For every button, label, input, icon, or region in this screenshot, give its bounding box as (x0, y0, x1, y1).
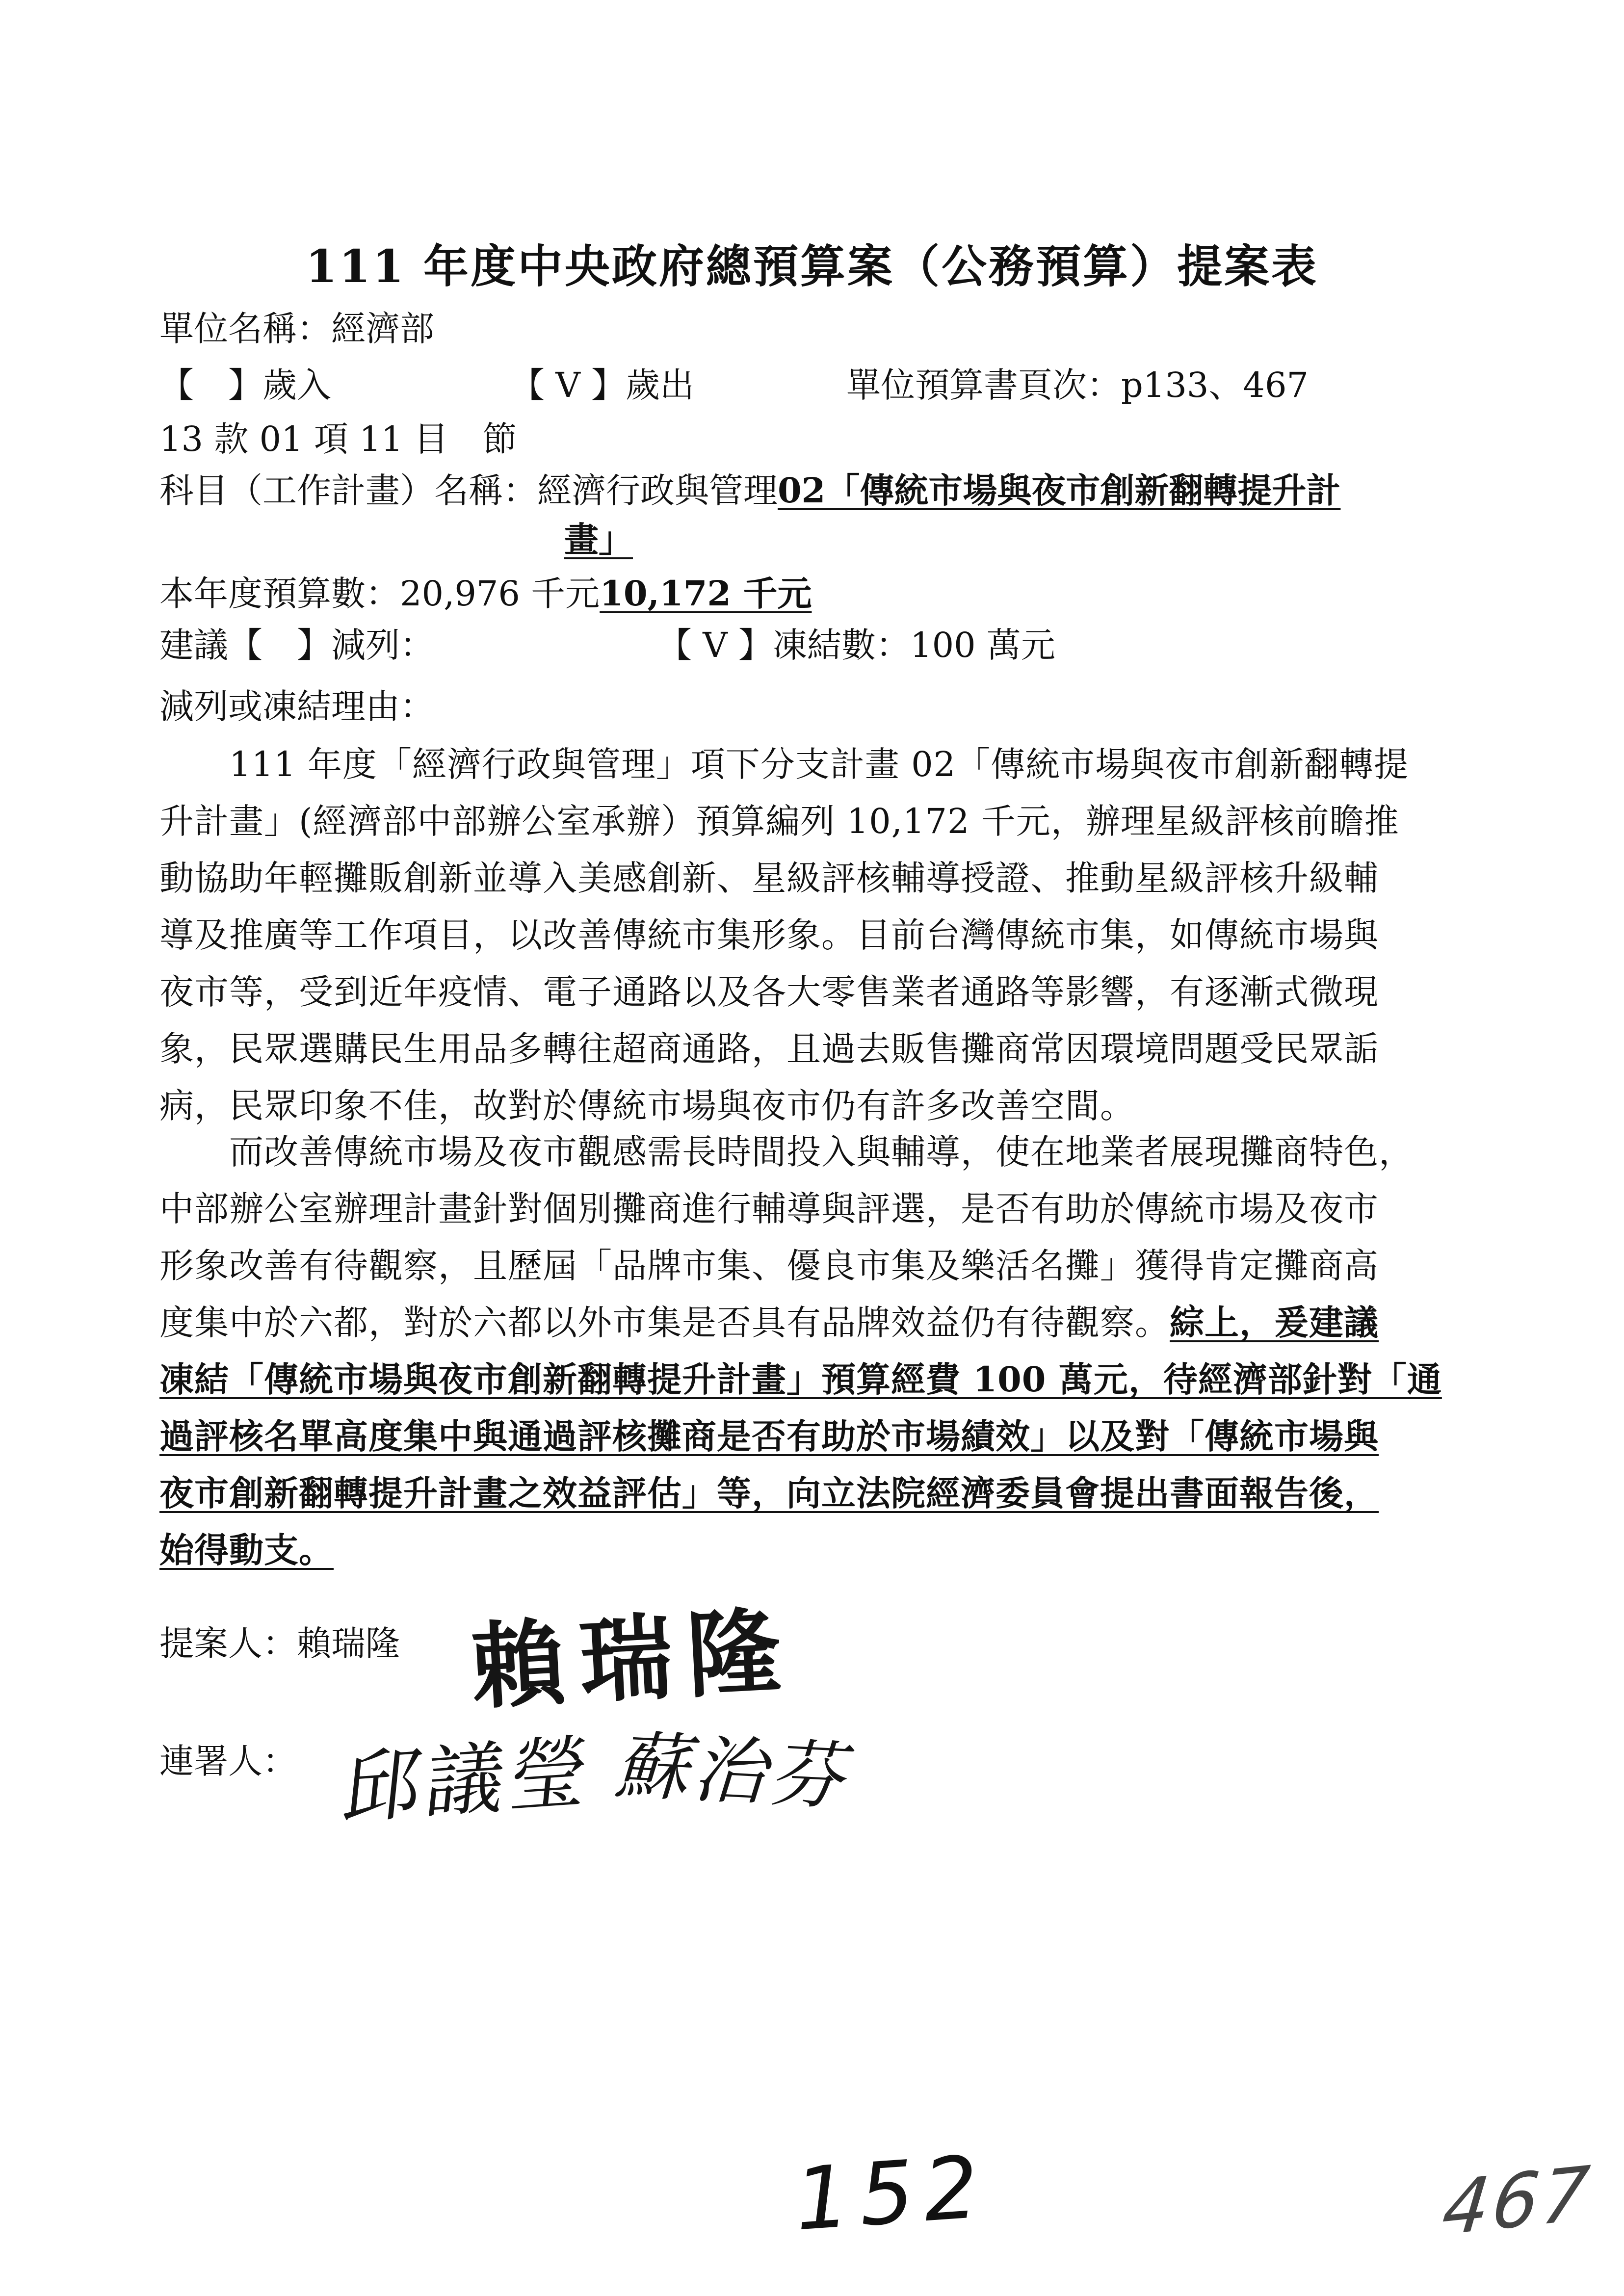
cosigner-signature: 邱議瑩 (338, 1725, 598, 1835)
expense-checkbox: 【 V 】歲出 (510, 365, 695, 405)
page-title: 111 年度中央政府總預算案（公務預算）提案表 (305, 240, 1319, 293)
proposer-label: 提案人：賴瑞隆 (159, 1623, 400, 1664)
para1-line: 升計畫」(經濟部中部辦公室承辦）預算編列 10,172 千元，辦理星級評核前瞻推 (159, 801, 1399, 841)
budget-prefix: 本年度預算數：20,976 千元 (159, 574, 600, 614)
proposer-signature: 賴瑞隆 (469, 1595, 798, 1722)
page-mark: 467 (1438, 2150, 1596, 2253)
budget-pages: 單位預算書頁次：p133、467 (846, 365, 1309, 405)
budget-line (159, 569, 812, 618)
para1-line: 病，民眾印象不佳，故對於傳統市場與夜市仍有許多改善空間。 (159, 1086, 1135, 1126)
para2-bold-line: 始得動支。 (159, 1530, 334, 1570)
para1-line: 夜市等，受到近年疫情、電子通路以及各大零售業者通路等影響，有逐漸式微現 (159, 972, 1379, 1012)
para2-line (159, 1294, 1499, 1351)
page-number: 152 (791, 2137, 992, 2250)
para2-bold-line: 凍結「傳統市場與夜市創新翻轉提升計畫」預算經費 100 萬元，待經濟部針對「通 (159, 1359, 1442, 1400)
subject-program-line1: 02「傳統市場與夜市創新翻轉提升計 (778, 470, 1341, 511)
subject-program-line2: 畫」 (564, 519, 633, 560)
budget-value: 10,172 千元 (600, 573, 812, 614)
para2-line4-bold: 綜上，爰建議 (1170, 1302, 1379, 1343)
unit-name: 單位名稱：經濟部 (159, 309, 434, 349)
revenue-checkbox: 【 】歲入 (159, 365, 331, 405)
reason-label: 減列或凍結理由： (159, 686, 434, 727)
para2-line4-plain: 度集中於六都，對於六都以外市集是否具有品牌效益仍有待觀察。 (159, 1303, 1170, 1343)
subject-prefix: 科目（工作計畫）名稱：經濟行政與管理 (159, 470, 778, 511)
para1-line: 動協助年輕攤販創新並導入美感創新、星級評核輔導授證、推動星級評核升級輔 (159, 858, 1379, 898)
reason-paragraph-1 (159, 736, 1499, 1134)
para2-bold-line: 過評核名單高度集中與通過評核攤商是否有助於市場績效」以及對「傳統市場與 (159, 1416, 1379, 1457)
para2-bold-line: 夜市創新翻轉提升計畫之效益評估」等，向立法院經濟委員會提出書面報告後， (159, 1473, 1379, 1513)
suggest-cut: 建議【 】減列： (159, 625, 434, 665)
cosigner-label: 連署人： (159, 1741, 297, 1781)
para1-line: 象，民眾選購民生用品多轉往超商通路，且過去販售攤商常因環境問題受民眾詬 (159, 1029, 1379, 1069)
reason-paragraph-2 (159, 1123, 1499, 1579)
suggest-freeze: 【 V 】凍結數：100 萬元 (657, 625, 1055, 665)
para2-line: 形象改善有待觀察，且歷屆「品牌市集、優良市集及樂活名攤」獲得肯定攤商高 (159, 1246, 1379, 1286)
para2-line: 中部辦公室辦理計畫針對個別攤商進行輔導與評選，是否有助於傳統市場及夜市 (159, 1189, 1379, 1229)
para2-line: 而改善傳統市場及夜市觀感需長時間投入與輔導，使在地業者展現攤商特色， (159, 1132, 1414, 1172)
section-line: 13 款 01 項 11 目 節 (159, 419, 517, 459)
subject-line (159, 466, 1340, 515)
para1-line: 111 年度「經濟行政與管理」項下分支計畫 02「傳統市場與夜市創新翻轉提 (159, 744, 1409, 784)
cosigner-signature: 蘇治芬 (608, 1723, 866, 1820)
para1-line: 導及推廣等工作項目，以改善傳統市集形象。目前台灣傳統市集，如傳統市場與 (159, 915, 1379, 955)
